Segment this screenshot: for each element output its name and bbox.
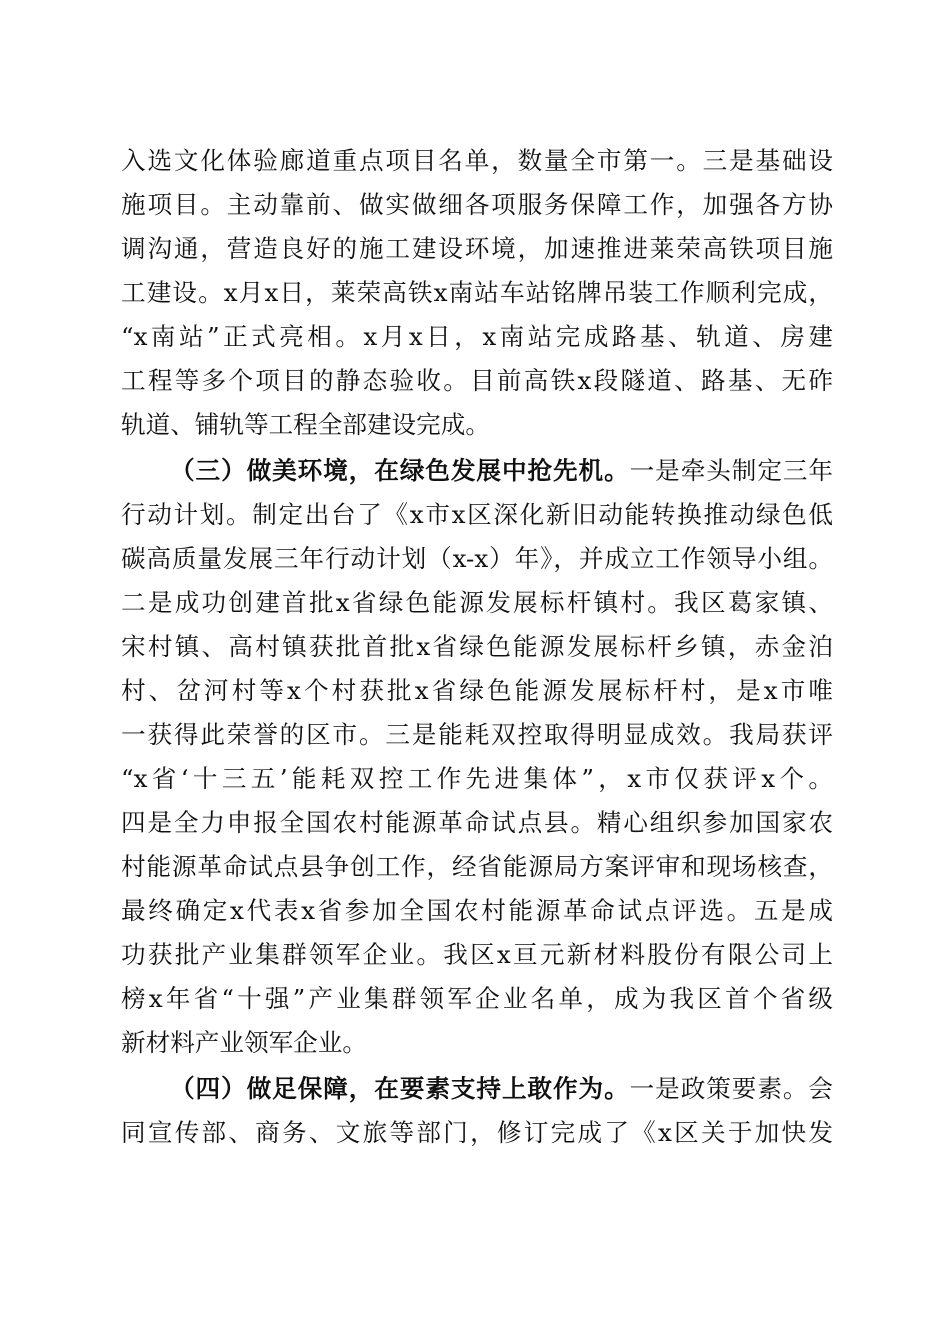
paragraph-line: 工建设。x月x日，莱荣高铁x南站车站铭牌吊装工作顺利完成， — [121, 278, 833, 307]
paragraph-line: 四是全力申报全国农村能源革命试点县。精心组织参加国家农 — [121, 808, 833, 837]
paragraph-line: 功获批产业集群领军企业。我区x亘元新材料股份有限公司上 — [121, 940, 833, 969]
paragraph-line: 二是成功创建首批x省绿色能源发展标杆镇村。我区葛家镇、 — [121, 588, 833, 617]
section-four-heading: （四）做足保障，在要素支持上敢作为。 — [170, 1074, 630, 1103]
paragraph-line: 最终确定x代表x省参加全国农村能源革命试点评选。五是成 — [121, 896, 833, 925]
paragraph-line: 一获得此荣誉的区市。三是能耗双控取得明显成效。我局获评 — [121, 720, 833, 749]
paragraph-line: 调沟通，营造良好的施工建设环境，加速推进莱荣高铁项目施 — [121, 234, 833, 263]
paragraph-line: 工程等多个项目的静态验收。目前高铁x段隧道、路基、无砟 — [121, 366, 833, 395]
paragraph-line: 榜x年省“十强”产业集群领军企业名单，成为我区首个省级 — [121, 984, 833, 1013]
paragraph-line: 同宣传部、商务、文旅等部门，修订完成了《x区关于加快发 — [121, 1118, 833, 1147]
paragraph-line: 宋村镇、高村镇获批首批x省绿色能源发展标杆乡镇，赤金泊 — [121, 632, 833, 661]
section-four-text: 一是政策要素。会 — [629, 1074, 833, 1103]
paragraph-line: 新材料产业领军企业。 — [121, 1028, 367, 1057]
paragraph-line: 村、岔河村等x个村获批x省绿色能源发展标杆村，是x市唯 — [121, 676, 833, 705]
paragraph-line: 碳高质量发展三年行动计划（x-x）年》，并成立工作领导小组。 — [121, 544, 833, 573]
paragraph-line: 入选文化体验廊道重点项目名单，数量全市第一。三是基础设 — [121, 146, 833, 175]
section-three-text: 一是牵头制定三年 — [629, 456, 833, 485]
paragraph-line: 行动计划。制定出台了《x市x区深化新旧动能转换推动绿色低 — [121, 500, 833, 529]
paragraph-line: 施项目。主动靠前、做实做细各项服务保障工作，加强各方协 — [121, 190, 833, 219]
paragraph-line: “x省‘十三五’能耗双控工作先进集体”，x市仅获评x个。 — [121, 764, 833, 793]
section-four-first-line — [170, 1067, 833, 1111]
paragraph-line: “x南站”正式亮相。x月x日，x南站完成路基、轨道、房建 — [121, 322, 833, 351]
section-three-heading: （三）做美环境，在绿色发展中抢先机。 — [170, 456, 630, 485]
paragraph-line: 轨道、铺轨等工程全部建设完成。 — [121, 410, 490, 439]
paragraph-line: 村能源革命试点县争创工作，经省能源局方案评审和现场核查， — [121, 852, 833, 881]
section-three-first-line — [170, 449, 833, 493]
